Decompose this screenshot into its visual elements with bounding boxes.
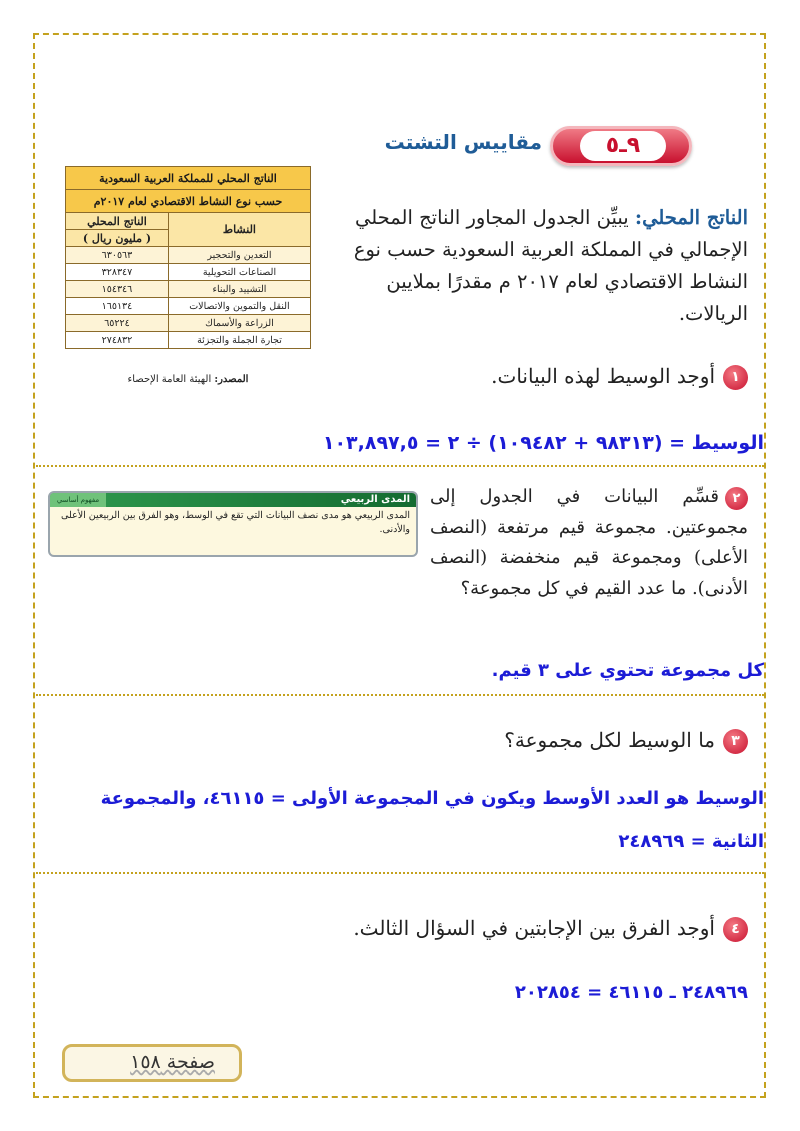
row-activity: التشييد والبناء	[168, 281, 310, 298]
answer-3-line-1: الوسيط هو العدد الأوسط ويكون في المجموعة الأولى = ٤٦١١٥، والمجموعة	[100, 788, 764, 809]
row-activity: النقل والتموين والاتصالات	[168, 298, 310, 315]
lesson-title: مقاييس التشتت	[384, 130, 542, 154]
table-caption-1: الناتج المحلي للمملكة العربية السعودية	[66, 167, 311, 190]
intro-paragraph	[348, 202, 748, 330]
section-divider	[36, 694, 764, 696]
answer-4: ٢٤٨٩٦٩ ـ ٤٦١١٥ = ٢٠٢٨٥٤	[514, 982, 748, 1003]
row-activity: الصناعات التحويلية	[168, 264, 310, 281]
table-row	[66, 315, 311, 332]
question-number-badge: ٤	[723, 917, 748, 942]
row-activity: الزراعة والأسماك	[168, 315, 310, 332]
table-caption-2: حسب نوع النشاط الاقتصادي لعام ٢٠١٧م	[66, 190, 311, 213]
concept-tag: مفهوم أساسي	[50, 493, 106, 507]
question-4-text: أوجد الفرق بين الإجابتين في السؤال الثالث.	[353, 916, 715, 940]
row-value: ٣٢٨٣٤٧	[66, 264, 169, 281]
question-number-badge: ٢	[725, 487, 748, 510]
question-1-text: أوجد الوسيط لهذه البيانات.	[491, 364, 715, 388]
source-text: الهيئة العامة الإحصاء	[127, 374, 215, 385]
table-source	[65, 374, 311, 385]
question-number-badge: ١	[723, 365, 748, 390]
question-number-badge: ٣	[723, 729, 748, 754]
concept-title: المدى الربيعي	[340, 494, 410, 505]
page-number: صفحة ١٥٨	[130, 1051, 215, 1073]
concept-body: المدى الربيعي هو مدى نصف البيانات التي تقع في الوسط، وهو الفرق بين الربيعين الأعلى والأدنى.	[60, 510, 410, 535]
question-2-text: قسِّم البيانات في الجدول إلى مجموعتين. مجموعة قيم مرتفعة (النصف الأعلى) ومجموعة قيم منخفضة (النصف الأدنى). ما عدد القيم في كل مجموعة؟	[430, 486, 748, 599]
question-3-text: ما الوسيط لكل مجموعة؟	[504, 728, 715, 752]
gdp-table	[65, 166, 311, 349]
table-row	[66, 247, 311, 264]
table-row	[66, 264, 311, 281]
intro-text: يبيِّن الجدول المجاور الناتج المحلي الإجمالي في المملكة العربية السعودية حسب نوع النشاط الاقتصادي لعام ٢٠١٧ م مقدرًا بملايين الريالات.	[353, 206, 748, 325]
question-3	[504, 728, 748, 754]
source-label: المصدر:	[214, 374, 249, 385]
row-activity: التعدين والتحجير	[168, 247, 310, 264]
question-4	[353, 916, 748, 942]
column-header-output: الناتج المحلي	[66, 213, 169, 230]
question-2	[430, 482, 748, 604]
row-value: ٦٥٢٢٤	[66, 315, 169, 332]
section-divider	[36, 872, 764, 874]
answer-3-line-2: الثانية = ٢٤٨٩٦٩	[618, 831, 764, 852]
column-header-activity: النشاط	[168, 213, 310, 247]
table-row	[66, 298, 311, 315]
page-number-tag	[62, 1044, 242, 1082]
answer-1: الوسيط = (٩٨٣١٣ + ١٠٩٤٨٢) ÷ ٢ = ١٠٣,٨٩٧,٥	[322, 432, 764, 454]
question-1	[491, 364, 748, 390]
table-row	[66, 332, 311, 349]
intro-lead: الناتج المحلي:	[634, 206, 748, 229]
concept-box	[48, 491, 418, 557]
row-value: ١٦٥١٣٤	[66, 298, 169, 315]
column-header-unit: ( مليون ريال )	[66, 230, 169, 247]
table-row	[66, 281, 311, 298]
row-value: ٦٣٠٥٦٣	[66, 247, 169, 264]
answer-2: كل مجموعة تحتوي على ٣ قيم.	[491, 660, 764, 681]
section-divider	[36, 465, 764, 467]
lesson-banner	[378, 126, 692, 166]
row-activity: تجارة الجملة والتجزئة	[168, 332, 310, 349]
lesson-number: ٩ـ٥	[580, 131, 666, 161]
row-value: ٢٧٤٨٣٢	[66, 332, 169, 349]
row-value: ١٥٤٣٤٦	[66, 281, 169, 298]
